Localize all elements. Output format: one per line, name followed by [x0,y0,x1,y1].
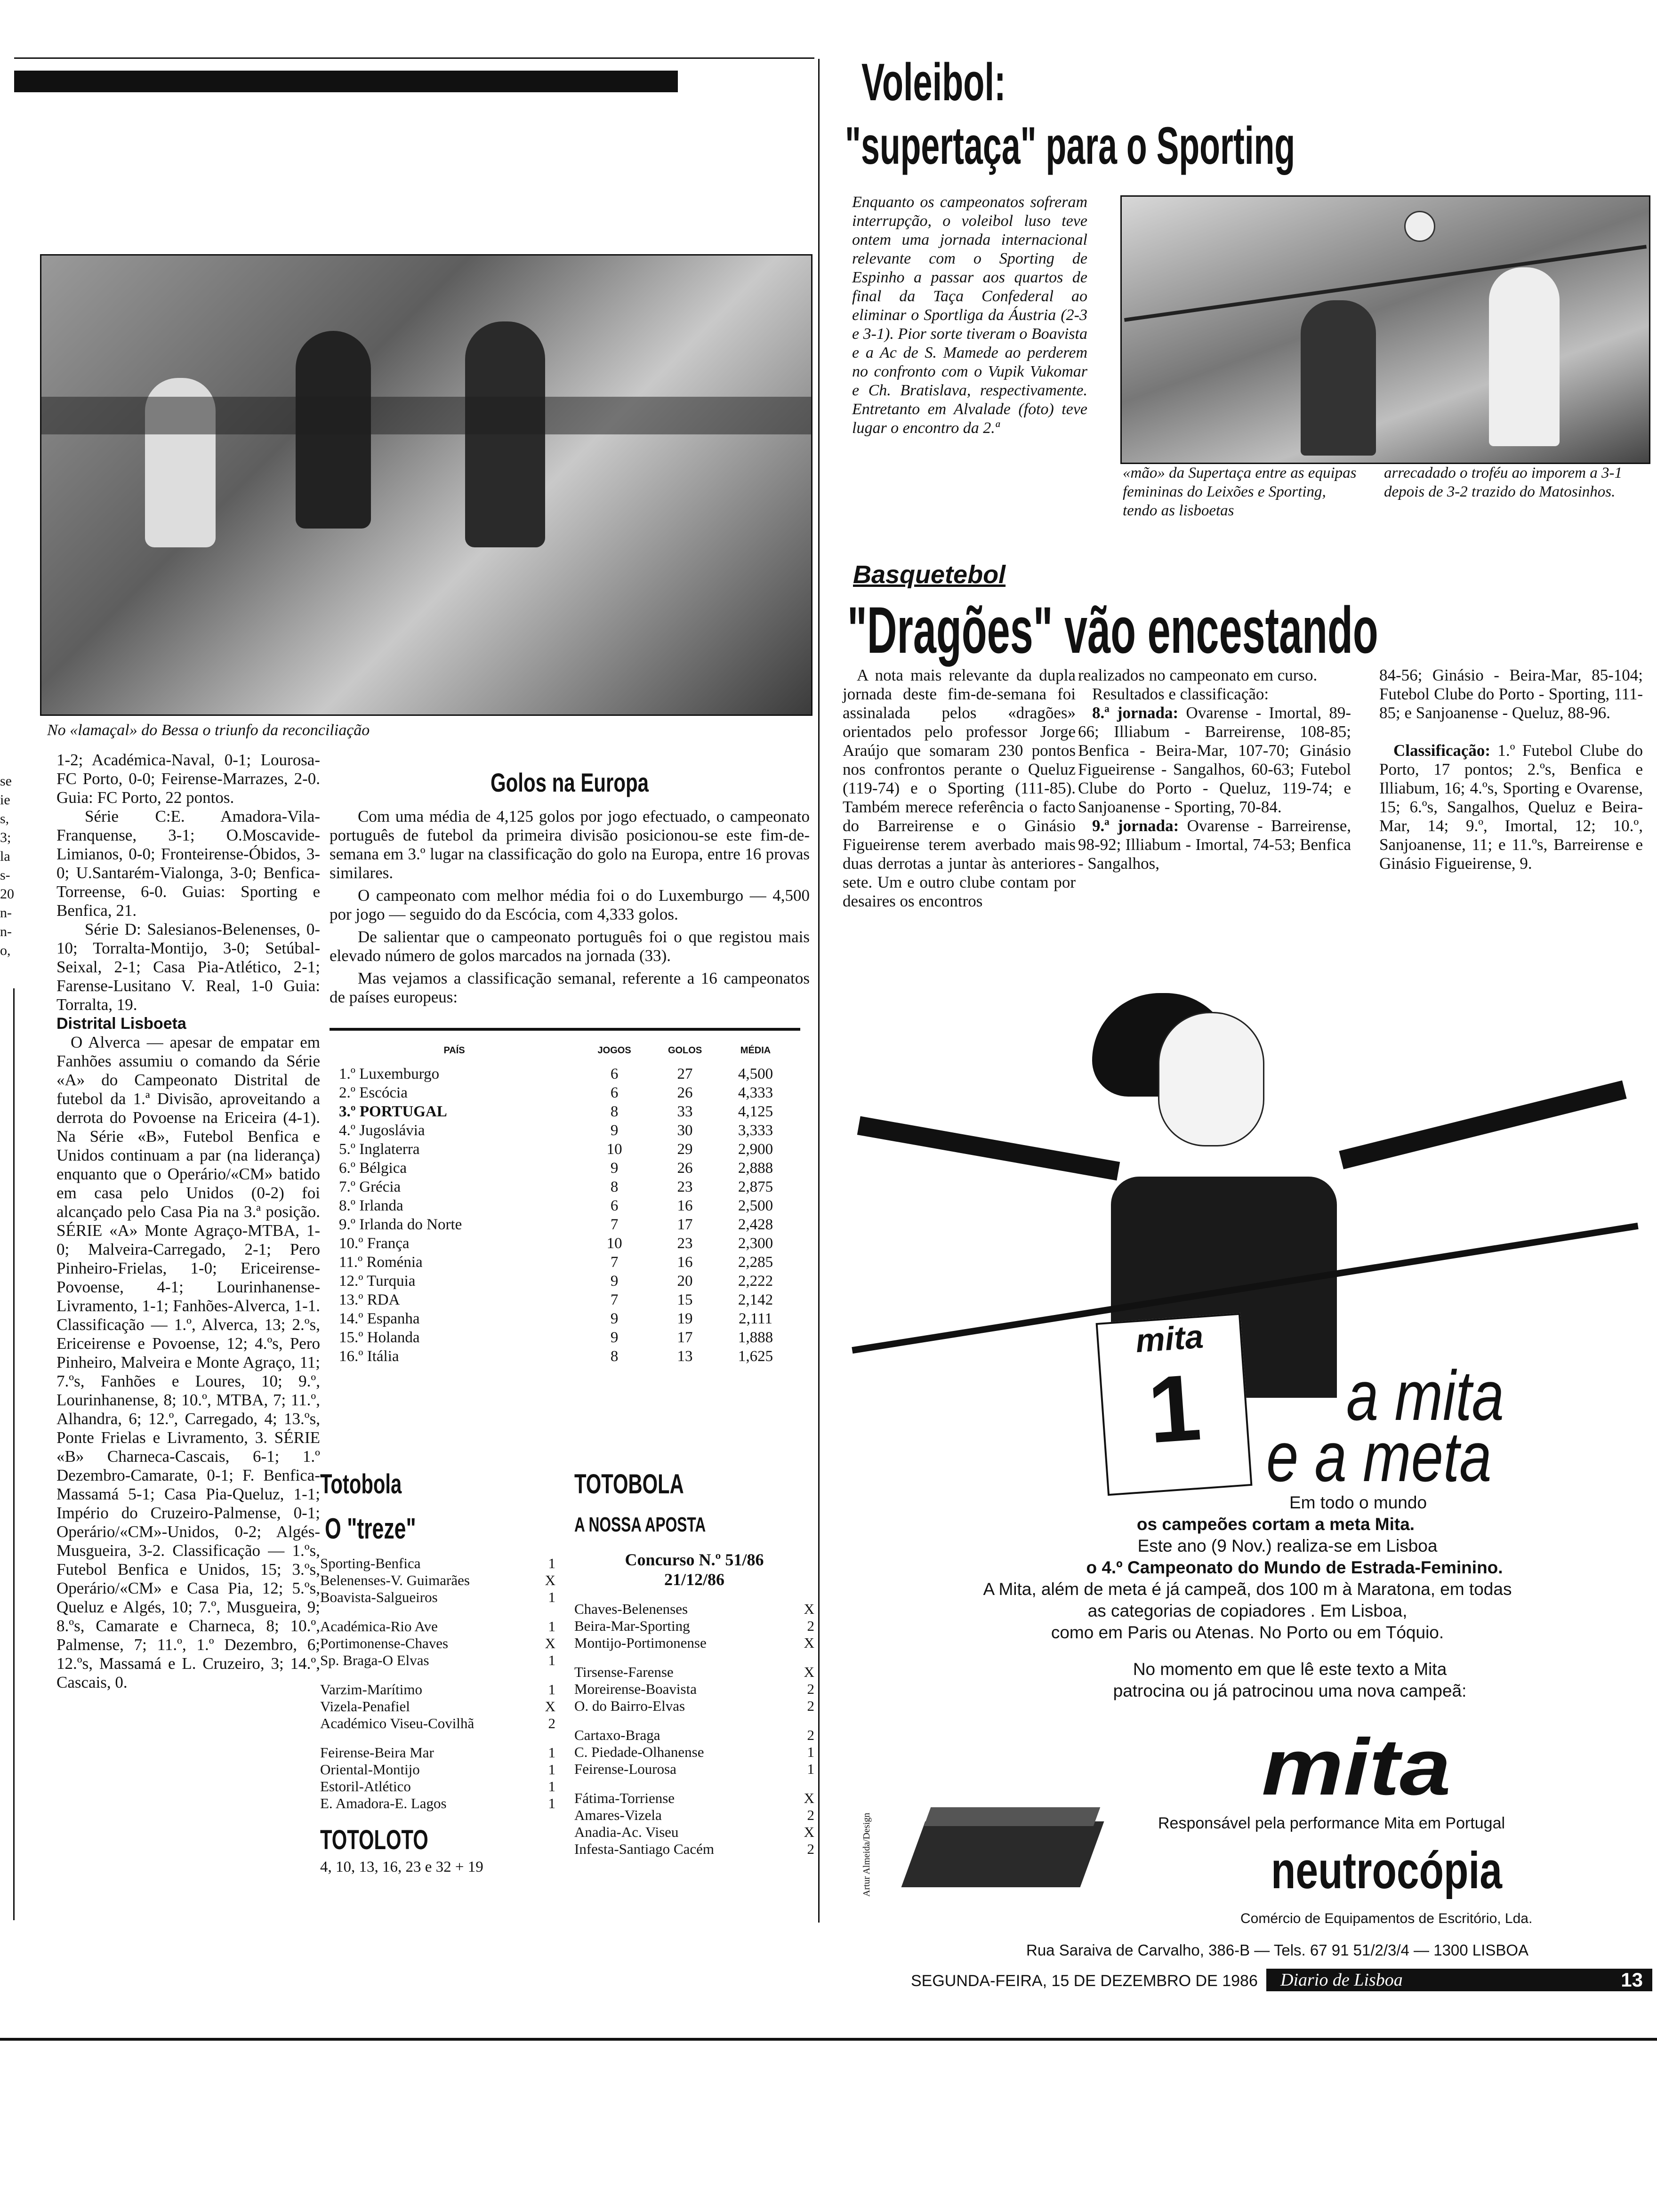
games-cell: 10 [606,1235,622,1252]
match-cell: Fátima-Torriense [574,1790,675,1806]
bet-row [320,1555,555,1572]
bet-group [320,1618,555,1669]
bet-row [574,1761,814,1778]
volleyball-net [1124,245,1647,322]
bet-row [320,1572,555,1589]
match-cell: Beira-Mar-Sporting [574,1618,690,1634]
bet-row [574,1841,814,1858]
totobola-left [320,1468,555,1876]
prediction-cell: X [804,1635,814,1651]
margin-fragments [0,772,15,960]
match-cell: Varzim-Marítimo [320,1681,422,1698]
ad-slogan-1: a mita [1346,1356,1504,1435]
prediction-cell: 2 [807,1698,814,1714]
basquete-col1: A nota mais relevante da dupla jornada deste fim-de-semana foi assinalada pelos «dragões» orientados pelo professor Jorge Araújo que somaram 230 pontos nos confrontos perante o Queluz (119-74) e o Sporting (111-85). Também merece referência o facto do Barreirense e o Ginásio Figueirense terem averbado mais duas derrotas a juntar às anteriores sete. Um e outro clube contam por desaires os encontros [843,666,1076,910]
table-row [330,1309,791,1328]
margin-fragment: s- [0,867,10,883]
match-cell: Sp. Braga-O Elvas [320,1652,429,1668]
concurso-date: 21/12/86 [664,1570,724,1589]
bet-row [320,1652,555,1669]
match-cell: Infesta-Santiago Cacém [574,1841,714,1857]
bet-row [574,1664,814,1681]
match-cell: Amares-Vizela [574,1807,662,1823]
goals-cell: 30 [677,1122,693,1139]
average-cell: 4,125 [738,1103,773,1120]
country-cell: 8.º Irlanda [339,1197,403,1214]
country-cell: 6.º Bélgica [339,1160,407,1177]
prediction-cell: 1 [548,1652,555,1668]
prediction-cell: 1 [807,1744,814,1760]
golos-section [330,767,810,1366]
col-header: PAÍS [443,1045,465,1056]
table-row [330,1083,791,1102]
prediction-cell: 1 [548,1761,555,1778]
match-cell: Académico Viseu-Covilhã [320,1715,475,1731]
match-cell: Montijo-Portimonense [574,1635,707,1651]
prediction-cell: 2 [807,1727,814,1743]
prediction-cell: X [804,1790,814,1806]
prediction-cell: X [804,1601,814,1617]
basquete-col3-results: 84-56; Ginásio - Beira-Mar, 85-104; Futebol Clube do Porto - Sporting, 111-85; e Sanjoanense - Queluz, 88-96. [1379,666,1643,722]
ad-body-line: como em Paris ou Atenas. No Porto ou em Tóquio. [1051,1623,1444,1642]
left-column [56,751,320,1692]
results-paragraph: 1-2; Académica-Naval, 0-1; Lourosa-FC Porto, 0-0; Feirense-Marrazes, 2-0. Guia: FC Porto, 22 pontos. [56,751,320,807]
golos-title: Golos na Europa [490,768,649,797]
average-cell: 3,333 [738,1122,773,1139]
match-cell: Tirsense-Farense [574,1664,674,1680]
footer-page-number: 13 [1621,1969,1643,1991]
average-cell: 2,888 [738,1160,773,1177]
country-cell: 1.º Luxemburgo [339,1066,440,1082]
games-cell: 10 [606,1141,622,1158]
bet-row [320,1744,555,1761]
bet-row [320,1681,555,1698]
copier-lid [924,1807,1101,1826]
golos-table [330,1045,791,1366]
golos-paragraph: O campeonato com melhor média foi o do Luxemburgo — 4,500 por jogo — seguido do da Escócia, com 4,333 golos. [330,886,810,923]
bet-row [320,1761,555,1778]
games-cell: 9 [610,1310,619,1327]
ad-comercio: Comércio de Equipamentos de Escritório, Lda. [1240,1911,1533,1926]
prediction-cell: 1 [548,1795,555,1811]
average-cell: 2,875 [738,1178,773,1195]
ad-credit: Artur Almeida/Design [861,1812,872,1897]
bet-row [320,1698,555,1715]
prediction-cell: 1 [548,1589,555,1605]
concurso-number: Concurso N.º 51/86 [625,1550,764,1569]
table-row [330,1272,791,1290]
games-cell: 7 [610,1254,619,1271]
copier-illustration [913,1803,1111,1897]
race-bib [1096,1313,1253,1496]
ad-body-line: os campeões cortam a meta Mita. [1136,1515,1415,1534]
results-paragraph: Série D: Salesianos-Belenenses, 0-10; Torralta-Montijo, 3-0; Setúbal-Seixal, 2-1; Casa Pia-Atlético, 2-1; Farense-Lusitano V. Real, 1-0 Guia: Torralta, 19. [56,920,320,1014]
page-bottom-rule [0,2038,1657,2041]
table-row [330,1065,791,1083]
goals-cell: 26 [677,1160,693,1177]
ad-body-line: patrocina ou já patrocinou uma nova campeã: [1113,1681,1467,1700]
table-row [330,1290,791,1309]
col-header: GOLOS [668,1045,702,1056]
match-cell: C. Piedade-Olhanense [574,1744,704,1760]
average-cell: 2,500 [738,1197,773,1214]
match-cell: Cartaxo-Braga [574,1727,660,1743]
basquete-jornada-9 [1078,817,1351,873]
margin-fragment: s, [0,811,9,826]
football-photo-caption: No «lamaçal» do Bessa o triunfo da reconciliação [47,721,370,739]
jornada-8-label: 8.ª jornada: [1092,704,1179,722]
prediction-cell: 2 [807,1841,814,1857]
mita-ad [847,946,1643,1901]
basquete-kicker: Basquetebol [853,561,1006,589]
volleyball-caption-a: «mão» da Supertaça entre as equipas femininas do Leixões e Sporting, tendo as lisboetas [1123,465,1357,519]
margin-fragment: n- [0,924,12,939]
totobola-title: Totobola [320,1469,402,1499]
basquete-jornada-8 [1078,704,1351,817]
bet-row [320,1618,555,1635]
match-cell: Boavista-Salgueiros [320,1589,438,1605]
average-cell: 1,888 [738,1329,773,1346]
totobola-right-groups [574,1601,814,1858]
country-cell: 3.º PORTUGAL [339,1103,447,1120]
distrital-heading: Distrital Lisboeta [56,1015,186,1033]
goals-cell: 26 [677,1084,693,1101]
bet-row [320,1778,555,1795]
bet-group [320,1681,555,1732]
prediction-cell: X [545,1635,555,1651]
bet-group [574,1601,814,1651]
totoloto-title: TOTOLOTO [320,1825,428,1855]
bet-row [574,1807,814,1824]
average-cell: 2,900 [738,1141,773,1158]
country-cell: 15.º Holanda [339,1329,420,1346]
crowd-band [41,397,811,434]
table-row [330,1328,791,1347]
match-cell: Belenenses-V. Guimarães [320,1572,470,1588]
margin-fragment: ie [0,792,10,808]
match-cell: Sporting-Benfica [320,1555,421,1571]
footer-paper-name: Diario de Lisboa [1280,1970,1403,1990]
runner-face [1158,1012,1264,1146]
basquete-col2-intro: realizados no campeonato em curso. [1078,666,1318,684]
player-figure [1489,267,1560,446]
games-cell: 9 [610,1122,619,1139]
volleyball-photo [1120,195,1650,464]
ad-body-line: Este ano (9 Nov.) realiza-se em Lisboa [1137,1536,1438,1555]
ad-body [941,1492,1553,1702]
goals-cell: 29 [677,1141,693,1158]
basquete-col2-results: Resultados e classificação: [1092,685,1269,703]
match-cell: Portimonense-Chaves [320,1635,449,1651]
totoloto-numbers: 4, 10, 13, 16, 23 e 32 + 19 [320,1859,483,1875]
margin-fragment: 3; [0,830,11,845]
table-row [330,1347,791,1366]
top-rule [14,57,814,59]
totobola-aposta-title: TOTOBOLA [574,1469,684,1499]
margin-fragment: n- [0,905,12,921]
prediction-cell: 1 [548,1744,555,1761]
basquete-classificacao [1379,741,1643,873]
header-bar [14,71,678,92]
games-cell: 7 [610,1216,619,1233]
average-cell: 2,142 [738,1291,773,1308]
volleyball-ball [1404,211,1435,242]
goals-cell: 16 [677,1197,693,1214]
margin-fragment: o, [0,943,11,958]
country-cell: 10.º França [339,1235,410,1252]
volleyball-caption-b: arrecadado o troféu ao imporem a 3-1 depois de 3-2 trazido do Matosinhos. [1384,465,1622,500]
bet-row [574,1727,814,1744]
match-cell: Oriental-Montijo [320,1761,420,1778]
match-cell: E. Amadora-E. Lagos [320,1795,447,1811]
table-row [330,1159,791,1178]
goals-cell: 15 [677,1291,693,1308]
bet-row [320,1635,555,1652]
match-cell: Moreirense-Boavista [574,1681,697,1697]
bet-group [320,1555,555,1606]
games-cell: 8 [610,1178,619,1195]
prediction-cell: 2 [807,1807,814,1823]
jornada-8-text: Ovarense - Imortal, 89-66; Illiabum - Barreirense, 108-85; Benfica - Beira-Mar, 107-70; Ginásio Figueirense - Sangalhos, 60-63; Futebol Clube do Porto - Queluz, 119-74; e Sanjoanense - Sporting, 70-84. [1078,704,1351,816]
goals-cell: 16 [677,1254,693,1271]
jornada-9-label: 9.ª jornada: [1092,817,1179,835]
margin-fragment: 20 [0,886,14,902]
bet-row [574,1824,814,1841]
prediction-cell: 1 [807,1761,814,1777]
average-cell: 4,333 [738,1084,773,1101]
col-header: MÉDIA [740,1045,771,1056]
table-row [330,1196,791,1215]
football-photo [40,254,812,716]
match-cell: Chaves-Belenenses [574,1601,688,1617]
bet-group [574,1790,814,1858]
match-cell: Feirense-Lourosa [574,1761,676,1777]
voleibol-title-line2: "supertaça" para o Sporting [845,116,1295,175]
ad-body-line: A Mita, além de meta é já campeã, dos 100 m à Maratona, em todas [983,1579,1512,1599]
prediction-cell: X [804,1824,814,1840]
classificacao-label: Classificação: [1393,741,1491,760]
copier-body [901,1821,1104,1887]
games-cell: 8 [610,1103,619,1120]
games-cell: 6 [610,1066,619,1082]
country-cell: 12.º Turquia [339,1273,416,1290]
runner-arm [857,1116,1120,1181]
country-cell: 11.º Roménia [339,1254,423,1271]
average-cell: 2,222 [738,1273,773,1290]
player-figure [1301,300,1376,456]
basquete-col2 [1078,666,1351,873]
column-divider [818,59,820,1923]
bet-row [320,1715,555,1732]
goals-cell: 20 [677,1273,693,1290]
average-cell: 2,285 [738,1254,773,1271]
goals-cell: 23 [677,1178,693,1195]
bib-brand: mita [1134,1318,1205,1360]
average-cell: 2,428 [738,1216,773,1233]
bet-row [574,1744,814,1761]
average-cell: 2,111 [739,1310,772,1327]
margin-rule [13,988,15,1920]
table-row [330,1253,791,1272]
match-cell: Académica-Rio Ave [320,1618,438,1635]
ad-body-line: Em todo o mundo [1289,1493,1427,1512]
golos-paragraph: Com uma média de 4,125 golos por jogo efectuado, o campeonato português de futebol da primeira divisão posicionou-se este fim-de-semana em 3.º lugar na classificação do golo na Europa, entre 16 provas similares. [330,807,810,882]
golos-text [330,807,810,1007]
distrital-text: O Alverca — apesar de empatar em Fanhões assumiu o comando da Série «A» do Campeonato Distrital de futebol da 1.ª Divisão, aproveitando a derrota do Povoense na Ericeira (4-1). Na Série «B», Futebol Benfica e Unidos continuam a par (na liderança) enquanto que o Operário/«CM» batido em casa pelo Unidos (0-2) foi alcançado pelo Casa Pia na 3.ª posição. SÉRIE «A» Monte Agraço-MTBA, 1-0; Malveira-Carregado, 2-1; Pero Pinheiro-Frielas, 1-0; Ericeirense-Povoense, 4-1; Lourinhanense-Livramento, 1-1; Fanhões-Alverca, 1-1. Classificação — 1.º, Alverca, 13; 2.ºs, Ericeirense e Povoense, 12; 4.ºs, Pero Pinheiro, Malveira e Monte Agraço, 11; 7.ºs, Fanhões e Loures, 10; 9.º, Lourinhanense, 8; 10.º, MTBA, 7; 11.º, Alhandra, 6; 12.º, Carregado, 4; 13.ºs, Ponte Frielas e Livramento, 3. SÉRIE «B» Charneca-Cascais, 6-1; 1.º Dezembro-Camarate, 0-1; F. Benfica-Massamá 5-1; Casa Pia-Queluz, 1-1; Império do Cruzeiro-Palmense, 0-1; Operário/«CM»-Unidos, 0-2; Algés-Musgueira, 3-2. Classificação — 1.ºs, Futebol Benfica e Unidos, 15; 3.ºs, Operário/«CM» e Casa Pia, 12; 5.ºs, Queluz e Algés, 10; 7.º, Musgueira, 9; 8.ºs, Camarate e Charneca, 8; 10.º, Palmense, 7; 11.º, 1.º Dezembro, 6; 12.ºs, Massamá e L. Cruzeiro, 3; 14.º, Cascais, 0. [56,1033,320,1691]
ad-body-line: o 4.º Campeonato do Mundo de Estrada-Feminino. [1086,1558,1503,1577]
basquete-title: "Dragões" vão encestando [847,593,1378,667]
prediction-cell: X [545,1698,555,1715]
country-cell: 13.º RDA [339,1291,400,1308]
bet-row [574,1681,814,1698]
table-top-rule [330,1028,800,1031]
bet-row [574,1635,814,1651]
ad-slogan-2: e a meta [1266,1417,1492,1496]
margin-fragment: se [0,773,12,789]
prediction-cell: X [545,1572,555,1588]
bet-group [574,1664,814,1715]
country-cell: 4.º Jugoslávia [339,1122,425,1139]
prediction-cell: 2 [807,1618,814,1634]
prediction-cell: 2 [548,1715,555,1731]
runner-arm [1339,1081,1626,1170]
country-cell: 2.º Escócia [339,1084,408,1101]
bet-row [574,1698,814,1715]
bet-group [320,1744,555,1812]
games-cell: 9 [610,1160,619,1177]
table-row [330,1234,791,1253]
voleibol-title-line1: Voleibol: [861,53,1006,112]
voleibol-intro: Enquanto os campeonatos sofreram interrupção, o voleibol luso teve ontem uma jornada internacional relevante com o Sporting de Espinho a passar aos quartos de final da Taça Confederal ao eliminar o Sportliga da Áustria (2-3 e 3-1). Pior sorte tiveram o Boavista e a Ac de S. Mamede ao perderem no confronto com o Vupik Vukomar e Ch. Bratislava, respectivamente. Entretanto em Alvalade (foto) teve lugar o encontro da 2.ª [852,193,1087,437]
goals-cell: 19 [677,1310,693,1327]
goals-cell: 17 [677,1329,693,1346]
average-cell: 1,625 [738,1348,773,1365]
ad-body-line: No momento em que lê este texto a Mita [1133,1659,1447,1679]
games-cell: 7 [610,1291,619,1308]
col-header: JOGOS [597,1045,631,1056]
totobola-aposta-subtitle: A NOSSA APOSTA [574,1513,706,1536]
bet-row [574,1790,814,1807]
prediction-cell: 2 [807,1681,814,1697]
goals-cell: 33 [677,1103,693,1120]
table-row [330,1102,791,1121]
table-row [330,1215,791,1234]
mita-logo: mita [1262,1723,1451,1812]
prediction-cell: 1 [548,1778,555,1795]
table-row [330,1178,791,1196]
country-cell: 5.º Inglaterra [339,1141,420,1158]
prediction-cell: 1 [548,1681,555,1698]
average-cell: 4,500 [738,1066,773,1082]
games-cell: 6 [610,1197,619,1214]
footer-paper-bar [1266,1969,1652,1991]
goals-cell: 17 [677,1216,693,1233]
match-cell: Anadia-Ac. Viseu [574,1824,679,1840]
results-paragraph: Série C:E. Amadora-Vila-Franquense, 3-1; O.Moscavide-Limianos, 0-0; Fronteirense-Óbidos, 3-0; U.Santarém-Vialonga, 3-0; Benfica-Torreense, 6-0. Guias: Sporting e Benfica, 21. [56,807,320,920]
totobola-right [574,1468,814,1870]
footer-date: SEGUNDA-FEIRA, 15 DE DEZEMBRO DE 1986 [911,1972,1258,1990]
basquete-col3 [1379,666,1643,873]
ad-address: Rua Saraiva de Carvalho, 386-B — Tels. 67 91 51/2/3/4 — 1300 LISBOA [1026,1941,1529,1959]
totobola-subtitle: O "treze" [325,1513,416,1545]
games-cell: 6 [610,1084,619,1101]
table-row [330,1140,791,1159]
goals-cell: 13 [677,1348,693,1365]
goals-cell: 27 [677,1066,693,1082]
bib-number: 1 [1144,1354,1204,1463]
games-cell: 9 [610,1273,619,1290]
prediction-cell: X [804,1664,814,1680]
country-cell: 7.º Grécia [339,1178,401,1195]
player-figure [465,321,545,547]
classificacao-text: 1.º Futebol Clube do Porto, 17 pontos; 2.ºs, Benfica e Illiabum, 16; 4.ºs, Sporting e Ovarense, 15; 6.ºs, Sangalhos, Queluz e Beira-Mar, 14; 9.º, Imortal, 12; 10.º, Sanjoanense, 11; e 11.ºs, Barreirense e Ginásio Figueirense, 9. [1379,741,1643,873]
prediction-cell: 1 [548,1618,555,1635]
bet-row [320,1795,555,1812]
games-cell: 9 [610,1329,619,1346]
bet-row [574,1601,814,1618]
totobola-left-groups [320,1555,555,1812]
golos-paragraph: De salientar que o campeonato português foi o que registou mais elevado número de golos marcados na jornada (33). [330,928,810,965]
country-cell: 16.º Itália [339,1348,399,1365]
match-cell: O. do Bairro-Elvas [574,1698,685,1714]
jornada-9-text: Ovarense - Barreirense, 98-92; Illiabum - Imortal, 74-53; Benfica - Sangalhos, [1078,817,1351,873]
bet-row [320,1589,555,1606]
country-cell: 9.º Irlanda do Norte [339,1216,462,1233]
golos-paragraph: Mas vejamos a classificação semanal, referente a 16 campeonatos de países europeus: [330,969,810,1006]
match-cell: Feirense-Beira Mar [320,1744,434,1761]
games-cell: 8 [610,1348,619,1365]
neutrocopia-logo: neutrocópia [1271,1842,1503,1899]
goals-cell: 23 [677,1235,693,1252]
country-cell: 14.º Espanha [339,1310,420,1327]
match-cell: Estoril-Atlético [320,1778,411,1795]
average-cell: 2,300 [738,1235,773,1252]
match-cell: Vizela-Penafiel [320,1698,410,1715]
ad-body-line: as categorias de copiadores . Em Lisboa, [1087,1601,1408,1620]
ad-responsavel: Responsável pela performance Mita em Portugal [1158,1814,1505,1832]
margin-fragment: la [0,849,10,864]
bet-row [574,1618,814,1635]
table-row [330,1121,791,1140]
prediction-cell: 1 [548,1555,555,1571]
bet-group [574,1727,814,1778]
